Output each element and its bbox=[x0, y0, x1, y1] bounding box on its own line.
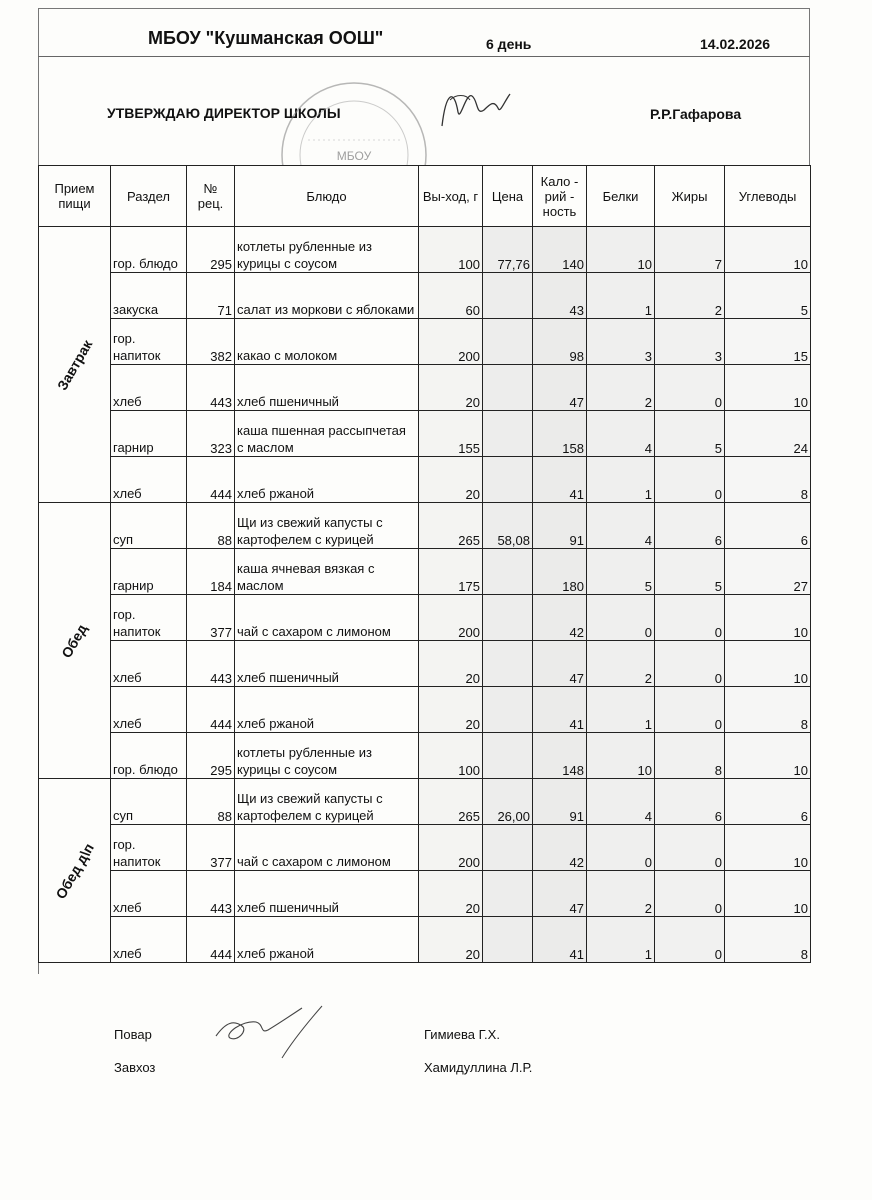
row-fats: 0 bbox=[655, 457, 725, 503]
row-fats: 0 bbox=[655, 687, 725, 733]
row-calories: 91 bbox=[533, 779, 587, 825]
row-price bbox=[483, 641, 533, 687]
row-proteins: 5 bbox=[587, 549, 655, 595]
row-dish: котлеты рубленные из курицы с соусом bbox=[235, 227, 419, 273]
row-dish: чай с сахаром с лимоном bbox=[235, 825, 419, 871]
row-calories: 47 bbox=[533, 641, 587, 687]
table-row bbox=[39, 917, 811, 963]
row-price: 58,08 bbox=[483, 503, 533, 549]
row-output: 20 bbox=[419, 917, 483, 963]
row-dish: какао с молоком bbox=[235, 319, 419, 365]
manager-label: Завхоз bbox=[114, 1060, 156, 1075]
row-price bbox=[483, 595, 533, 641]
row-proteins: 2 bbox=[587, 641, 655, 687]
row-price bbox=[483, 825, 533, 871]
row-output: 100 bbox=[419, 733, 483, 779]
row-recipe: 443 bbox=[187, 365, 235, 411]
row-recipe: 444 bbox=[187, 687, 235, 733]
row-proteins: 4 bbox=[587, 503, 655, 549]
row-fats: 0 bbox=[655, 871, 725, 917]
row-fats: 0 bbox=[655, 641, 725, 687]
row-dish: хлеб ржаной bbox=[235, 457, 419, 503]
row-recipe: 443 bbox=[187, 641, 235, 687]
row-carbs: 24 bbox=[725, 411, 811, 457]
row-dish: Щи из свежий капусты с картофелем с курицей bbox=[235, 779, 419, 825]
row-section: суп bbox=[111, 779, 187, 825]
row-fats: 0 bbox=[655, 365, 725, 411]
row-dish: каша ячневая вязкая с маслом bbox=[235, 549, 419, 595]
row-carbs: 6 bbox=[725, 779, 811, 825]
row-output: 155 bbox=[419, 411, 483, 457]
row-calories: 180 bbox=[533, 549, 587, 595]
row-calories: 42 bbox=[533, 595, 587, 641]
row-fats: 0 bbox=[655, 595, 725, 641]
row-section: гор. напиток bbox=[111, 825, 187, 871]
col-proteins: Белки bbox=[587, 166, 655, 227]
row-section: хлеб bbox=[111, 871, 187, 917]
col-fats: Жиры bbox=[655, 166, 725, 227]
row-recipe: 88 bbox=[187, 503, 235, 549]
row-proteins: 3 bbox=[587, 319, 655, 365]
row-carbs: 10 bbox=[725, 365, 811, 411]
row-output: 265 bbox=[419, 779, 483, 825]
row-fats: 5 bbox=[655, 549, 725, 595]
row-dish: хлеб ржаной bbox=[235, 687, 419, 733]
row-carbs: 8 bbox=[725, 457, 811, 503]
table-row bbox=[39, 825, 811, 871]
row-recipe: 295 bbox=[187, 227, 235, 273]
row-carbs: 8 bbox=[725, 917, 811, 963]
row-dish: котлеты рубленные из курицы с соусом bbox=[235, 733, 419, 779]
row-output: 200 bbox=[419, 825, 483, 871]
row-carbs: 10 bbox=[725, 825, 811, 871]
row-recipe: 323 bbox=[187, 411, 235, 457]
table-row bbox=[39, 549, 811, 595]
row-calories: 140 bbox=[533, 227, 587, 273]
row-section: гарнир bbox=[111, 411, 187, 457]
row-section: гарнир bbox=[111, 549, 187, 595]
row-fats: 5 bbox=[655, 411, 725, 457]
row-proteins: 10 bbox=[587, 227, 655, 273]
row-carbs: 8 bbox=[725, 687, 811, 733]
cook-label: Повар bbox=[114, 1027, 152, 1042]
director-signature bbox=[436, 82, 516, 132]
meal-lunch: Обед bbox=[39, 503, 111, 779]
row-dish: чай с сахаром с лимоном bbox=[235, 595, 419, 641]
row-dish: хлеб пшеничный bbox=[235, 641, 419, 687]
table-row bbox=[39, 411, 811, 457]
row-fats: 8 bbox=[655, 733, 725, 779]
school-name: МБОУ "Кушманская ООШ" bbox=[148, 28, 384, 48]
row-proteins: 0 bbox=[587, 595, 655, 641]
header-divider bbox=[38, 56, 810, 57]
row-proteins: 1 bbox=[587, 457, 655, 503]
row-recipe: 71 bbox=[187, 273, 235, 319]
row-fats: 6 bbox=[655, 503, 725, 549]
row-price bbox=[483, 273, 533, 319]
row-price: 26,00 bbox=[483, 779, 533, 825]
table-row bbox=[39, 641, 811, 687]
row-proteins: 1 bbox=[587, 687, 655, 733]
row-dish: хлеб ржаной bbox=[235, 917, 419, 963]
cook-name: Гимиева Г.Х. bbox=[424, 1027, 500, 1042]
row-calories: 98 bbox=[533, 319, 587, 365]
row-recipe: 184 bbox=[187, 549, 235, 595]
table-row bbox=[39, 273, 811, 319]
row-section: хлеб bbox=[111, 457, 187, 503]
table-row bbox=[39, 687, 811, 733]
row-fats: 6 bbox=[655, 779, 725, 825]
row-output: 200 bbox=[419, 595, 483, 641]
row-fats: 3 bbox=[655, 319, 725, 365]
row-section: закуска bbox=[111, 273, 187, 319]
row-proteins: 10 bbox=[587, 733, 655, 779]
row-calories: 91 bbox=[533, 503, 587, 549]
meal-lunch-extended: Обед д\п bbox=[39, 779, 111, 963]
row-price bbox=[483, 365, 533, 411]
table-row bbox=[39, 779, 811, 825]
row-recipe: 382 bbox=[187, 319, 235, 365]
row-dish: хлеб пшеничный bbox=[235, 871, 419, 917]
row-dish: салат из моркови с яблоками bbox=[235, 273, 419, 319]
row-output: 20 bbox=[419, 687, 483, 733]
row-calories: 41 bbox=[533, 687, 587, 733]
row-price bbox=[483, 917, 533, 963]
row-carbs: 10 bbox=[725, 641, 811, 687]
row-fats: 2 bbox=[655, 273, 725, 319]
row-output: 20 bbox=[419, 457, 483, 503]
row-section: гор. напиток bbox=[111, 595, 187, 641]
col-carbs: Углеводы bbox=[725, 166, 811, 227]
row-carbs: 10 bbox=[725, 871, 811, 917]
table-row bbox=[39, 871, 811, 917]
row-proteins: 0 bbox=[587, 825, 655, 871]
row-carbs: 15 bbox=[725, 319, 811, 365]
row-recipe: 444 bbox=[187, 917, 235, 963]
row-calories: 41 bbox=[533, 917, 587, 963]
col-meal: Прием пищи bbox=[39, 166, 111, 227]
table-row bbox=[39, 733, 811, 779]
row-carbs: 10 bbox=[725, 595, 811, 641]
row-output: 60 bbox=[419, 273, 483, 319]
row-output: 100 bbox=[419, 227, 483, 273]
row-proteins: 2 bbox=[587, 871, 655, 917]
row-output: 200 bbox=[419, 319, 483, 365]
row-recipe: 377 bbox=[187, 595, 235, 641]
row-recipe: 443 bbox=[187, 871, 235, 917]
row-proteins: 4 bbox=[587, 779, 655, 825]
meal-breakfast: Завтрак bbox=[39, 227, 111, 503]
row-dish: Щи из свежий капусты с картофелем с курицей bbox=[235, 503, 419, 549]
row-proteins: 1 bbox=[587, 917, 655, 963]
row-section: хлеб bbox=[111, 687, 187, 733]
row-price bbox=[483, 457, 533, 503]
row-section: гор. напиток bbox=[111, 319, 187, 365]
approval-caption: УТВЕРЖДАЮ ДИРЕКТОР ШКОЛЫ bbox=[107, 105, 341, 121]
table-row bbox=[39, 595, 811, 641]
row-fats: 0 bbox=[655, 825, 725, 871]
row-section: хлеб bbox=[111, 365, 187, 411]
row-price bbox=[483, 733, 533, 779]
row-price bbox=[483, 411, 533, 457]
row-section: суп bbox=[111, 503, 187, 549]
row-dish: хлеб пшеничный bbox=[235, 365, 419, 411]
row-fats: 7 bbox=[655, 227, 725, 273]
col-calories: Кало - рий - ность bbox=[533, 166, 587, 227]
manager-name: Хамидуллина Л.Р. bbox=[424, 1060, 533, 1075]
col-price: Цена bbox=[483, 166, 533, 227]
row-recipe: 444 bbox=[187, 457, 235, 503]
row-recipe: 377 bbox=[187, 825, 235, 871]
row-price bbox=[483, 549, 533, 595]
table-row bbox=[39, 457, 811, 503]
row-proteins: 4 bbox=[587, 411, 655, 457]
row-proteins: 2 bbox=[587, 365, 655, 411]
row-calories: 47 bbox=[533, 871, 587, 917]
table-row bbox=[39, 227, 811, 273]
row-output: 20 bbox=[419, 871, 483, 917]
row-carbs: 10 bbox=[725, 227, 811, 273]
menu-day: 6 день bbox=[486, 36, 532, 52]
director-name: Р.Р.Гафарова bbox=[650, 106, 742, 122]
row-output: 20 bbox=[419, 641, 483, 687]
row-calories: 43 bbox=[533, 273, 587, 319]
stamp-text: МБОУ bbox=[336, 149, 372, 163]
row-price: 77,76 bbox=[483, 227, 533, 273]
row-carbs: 6 bbox=[725, 503, 811, 549]
row-section: хлеб bbox=[111, 917, 187, 963]
row-price bbox=[483, 871, 533, 917]
row-calories: 148 bbox=[533, 733, 587, 779]
row-output: 20 bbox=[419, 365, 483, 411]
row-recipe: 88 bbox=[187, 779, 235, 825]
frame-top-border bbox=[38, 8, 810, 9]
table-row bbox=[39, 319, 811, 365]
row-calories: 41 bbox=[533, 457, 587, 503]
row-calories: 42 bbox=[533, 825, 587, 871]
menu-table bbox=[38, 165, 811, 963]
row-dish: каша пшенная рассыпчетая с маслом bbox=[235, 411, 419, 457]
menu-date: 14.02.2026 bbox=[700, 36, 771, 52]
row-carbs: 10 bbox=[725, 733, 811, 779]
row-calories: 47 bbox=[533, 365, 587, 411]
row-price bbox=[483, 319, 533, 365]
table-row bbox=[39, 503, 811, 549]
table-row bbox=[39, 365, 811, 411]
row-output: 175 bbox=[419, 549, 483, 595]
col-section: Раздел bbox=[111, 166, 187, 227]
cook-signature bbox=[212, 1002, 332, 1064]
row-fats: 0 bbox=[655, 917, 725, 963]
col-dish: Блюдо bbox=[235, 166, 419, 227]
row-section: хлеб bbox=[111, 641, 187, 687]
row-output: 265 bbox=[419, 503, 483, 549]
row-carbs: 5 bbox=[725, 273, 811, 319]
col-output: Вы-ход, г bbox=[419, 166, 483, 227]
row-carbs: 27 bbox=[725, 549, 811, 595]
row-proteins: 1 bbox=[587, 273, 655, 319]
row-price bbox=[483, 687, 533, 733]
row-section: гор. блюдо bbox=[111, 227, 187, 273]
table-header-row bbox=[39, 166, 811, 227]
row-section: гор. блюдо bbox=[111, 733, 187, 779]
col-recipe: № рец. bbox=[187, 166, 235, 227]
row-calories: 158 bbox=[533, 411, 587, 457]
row-recipe: 295 bbox=[187, 733, 235, 779]
